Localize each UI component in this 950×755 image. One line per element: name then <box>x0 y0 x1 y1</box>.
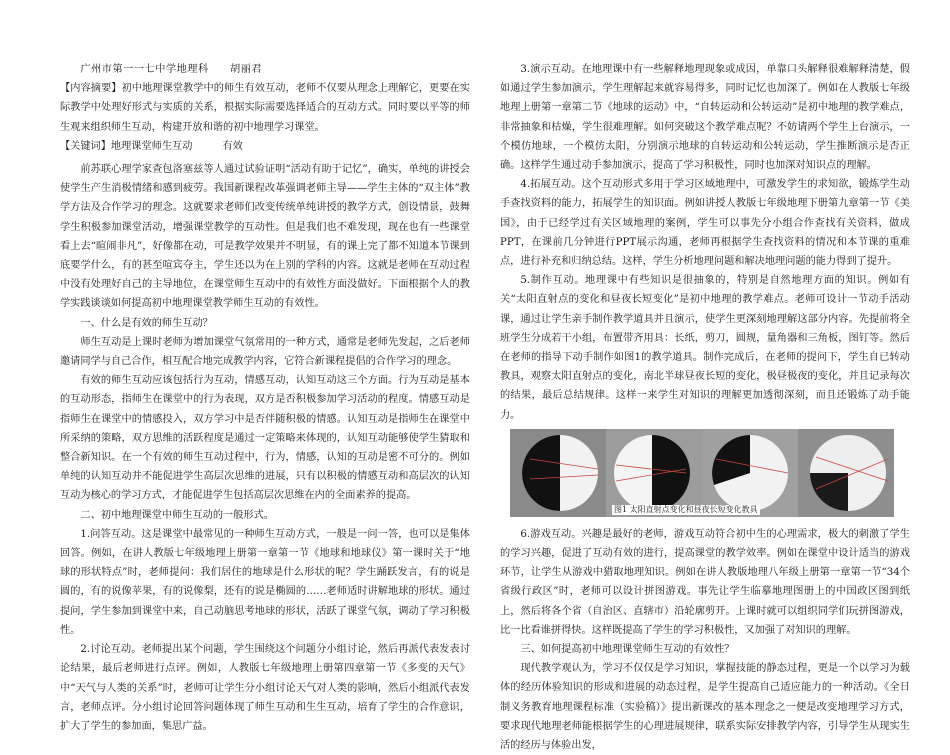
keywords <box>60 137 470 156</box>
keywords-main: 【关键词】地理课堂师生互动 <box>60 140 193 152</box>
figure-photos <box>510 429 910 517</box>
teaching-aid-photo <box>606 429 702 517</box>
paragraph: 1.问答互动。这是课堂中最常见的一种师生互动方式，一般是一问一答，也可以是集体回答。例如，在讲人教版七年级地理上册第一章第一节《地球和地球仪》第一课时关于“地球的形状特点”时，老师提问：我们居住的地球是什么形状的呢？学生踊跃发言，有的说是圆的，有的说像苹果，有的说像梨，还有的说是椭圆的……老师适时讲解地球的形状。通过提问，学生参加到课堂中来，自己动脑思考地球的形状，活跃了课堂气氛，调动了学习积极性。 <box>60 528 470 636</box>
paragraph: 4.拓展互动。这个互动形式多用于学习区域地理中，可激发学生的求知欲，锻炼学生动手查找资料的能力，拓展学生的知识面。例如讲授人教版七年级地理下册第九章第一节《美国》，由于已经学过有关区域地理的案例，学生可以事先分小组合作查找有关资料，做成PPT，在课前几分钟进行PPT展示沟通，老师再根据学生查找资料的情况和本节课的重难点，进行补充和归纳总结。这样，学生分析地理问题和解决地理问题的能力得到了提升。 <box>500 179 910 268</box>
keywords-extra: 有效 <box>222 140 243 152</box>
teaching-aid-photo <box>702 429 798 517</box>
figure-1 <box>500 429 910 525</box>
section-heading: 三、如何提高初中地理课堂师生互动的有效性？ <box>520 644 735 656</box>
figure-caption: 图1 太阳直射点变化和昼夜长短变化教具 <box>614 504 758 514</box>
abstract: 【内容摘要】初中地理课堂教学中的师生有效互动，老师不仅要从理念上理解它，更要在实际教学中处理好形式与实质的关系，根据实际需要选择适合的互动方式。同时要以平等的师生观来组织师生互动，构建开放和谐的初中地理学习课堂。 <box>60 83 470 133</box>
paragraph: 2.讨论互动。老师提出某个问题，学生围绕这个问题分小组讨论，然后再派代表发表讨论结果，最后老师进行点评。例如，人教版七年级地理上册第四章第一节《多变的天气》中“天气与人类的关系”时，老师可让学生分小组讨论天气对人类的影响，然后小组派代表发言，老师点评。分小组讨论回答问题体现了师生互动和生生互动，培育了学生的合作意识，扩大了学生的参加面，集思广益。 <box>60 644 470 732</box>
right-column <box>500 60 910 755</box>
paragraph: 有效的师生互动应该包括行为互动，情感互动，认知互动这三个方面。行为互动是基本的互动形态，指师生在课堂中的行为表现，双方是否积极参加学习活动的程度。情感互动是指师生在课堂中的情感投入，双方学习中是否伴随积极的情感。认知互动是指师生在课堂中所采纳的策略，双方思维的活跃程度是通过一定策略来体现的，认知互动能够使学生猜取和整合新知识。在一个有效的师生互动过程中，行为，情感，认知的互动是密不可分的。例如单纯的认知互动并不能促进学生高层次思维的进展，只有以积极的情感互动和高层次的认知互动为核心的学习方式，才能促进学生包括高层次思维在内的全面素养的提高。 <box>60 375 470 502</box>
paragraph: 6.游戏互动。兴趣是最好的老师，游戏互动符合初中生的心理需求，极大的刺激了学生的学习兴趣，促进了互动有效的进行，提高课堂的教学效率。例如在课堂中设计适当的游戏环节，让学生从游戏中猎取地理知识。例如在讲人教版地理八年级上册第一章第一节“34个省级行政区”时，老师可以设计拼图游戏。事先让学生临摹地理图册上的中国政区图到纸上，然后将各个省（自治区、直辖市）沿轮廓剪开。上课时就可以组织同学们玩拼图游戏，比一比看谁拼得快。这样既提高了学生的学习积极性，又加强了对知识的理解。 <box>500 528 910 636</box>
left-column <box>60 60 470 736</box>
author-line: 广州市第一一七中学地理科 胡丽君 <box>80 64 263 75</box>
paragraph: 5.制作互动。地理课中有些知识是很抽象的，特别是自然地理方面的知识。例如有关“太阳直射点的变化和昼夜长短变化”是初中地理的教学难点。老师可设计一节动手活动课，通过让学生亲手制作教学道具并且演示，使学生更深刻地理解这部分内容。先提前将全班学生分成若干小组，布置带齐用具：长纸，剪刀，圆规，量角器和三角板，图钉等。然后在老师的指导下动手制作如图1的教学道具。制作完成后，在老师的提问下，学生自已转动教具，观察太阳直射点的变化，南北半球昼夜长短的变化，极昼极夜的变化，并且记录每次的结果，最后总结规律。这样一来学生对知识的理解更加透彻深刻，而且还锻炼了动手能力。 <box>500 275 910 421</box>
teaching-aid-photo <box>510 429 606 517</box>
section-heading: 一、什么是有效的师生互动？ <box>80 317 213 329</box>
paragraph: 师生互动是上课时老师为增加课堂气氛常用的一种方式，通常是老师先发起，之后老师邀请同学与自己合作，相互配合地完成教学内容，它符合新课程提倡的合作学习的理念。 <box>60 336 470 368</box>
paragraph: 前苏联心理学家查包洛塞兹等人通过试验证明“活动有助于记忆”，确实，单纯的讲授会使学生产生消极情绪和感到疲劳。我国新课程改革强调老师主导——学生主体的“双主体”教学方法及合作学习的理念。这就要求老师们改变传统单纯讲授的教学方式，创设情景，鼓舞学生积极参加课堂活动，增强课堂教学的互动性。但是我们也不难发现，现在也有一些课堂看上去“暄闹非凡”，好像都在动，可是教学效果并不明显，有的课上完了都不知道本节课到底要学什么，有的甚至喧宾夺主，学生还以为在上别的学科的内容。这就是老师在互动过程中没有处理好自己的主导地位，在课堂师生互动中的有效性方面没做好。下面根据个人的教学实践谈谈如何提高初中地理课堂教学师生互动的有效性。 <box>60 164 470 310</box>
section-heading: 二、初中地理课堂中师生互动的一般形式。 <box>80 509 274 521</box>
paragraph: 现代教学观认为，学习不仅仅是学习知识，掌握技能的静态过程，更是一个以学习为载体的经历体验知识的形成和进展的动态过程，是学生提高自己适应能力的一种活动。《全日制义务教育地理课程标准（实验稿）》提出新课改的基本理念之一便是改变地理学习方式，要求现代地理老师能根据学生的心理进展规律，联系实际安排教学内容，引导学生从现实生活的经历与体验出发， <box>500 663 910 752</box>
teaching-aid-photo <box>798 429 894 517</box>
paragraph: 3.演示互动。在地理课中有一些解释地理现象或成因，单靠口头解释很难解释清楚，假如通过学生参加演示，学生理解起来就容易得多，同时记忆也加深了。例如在人教版七年级地理上册第一章第二节《地球的运动》中，“自转运动和公转运动”是初中地理的教学难点，非常抽象和枯燥，学生很难理解。如何突破这个教学难点呢？不妨请两个学生上台演示，一个模仿地球，一个模仿太阳，分别演示地球的自转运动和公转运动，学生推断演示是否正确。这样学生通过动手参加演示，提高了学习积极性，同时也加深对知识点的理解。 <box>500 64 910 172</box>
